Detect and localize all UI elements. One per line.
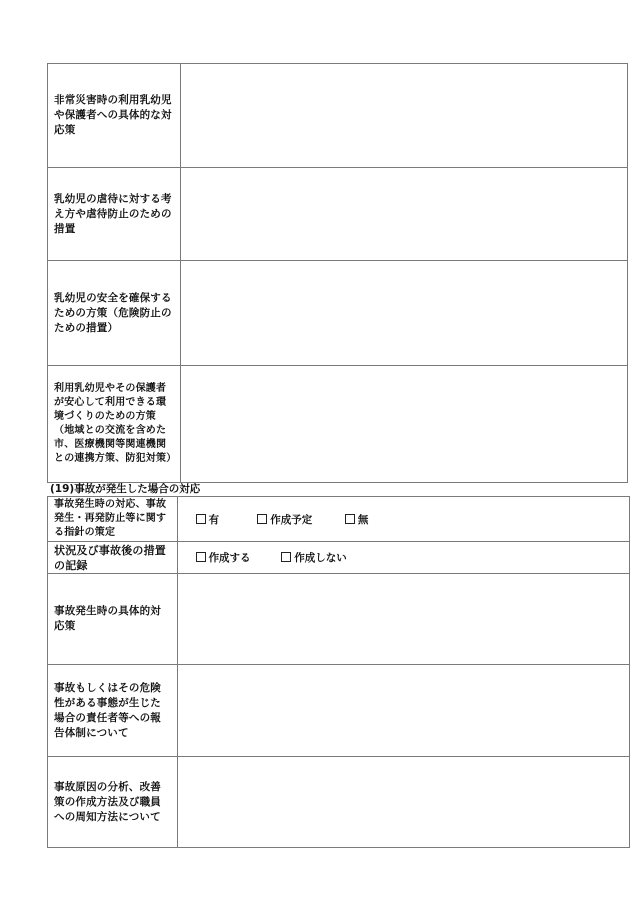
row-label-abuse-prevention: 乳幼児の虐待に対する考え方や虐待防止のための措置 bbox=[48, 168, 181, 261]
table-row bbox=[48, 542, 630, 574]
row-label-safety-measures: 乳幼児の安全を確保するための方策（危険防止のための措置） bbox=[48, 261, 181, 366]
table-row bbox=[48, 261, 628, 366]
reporting-system-field[interactable] bbox=[177, 665, 629, 757]
record-options bbox=[177, 542, 629, 574]
row-label-reporting-system: 事故もしくはその危険性がある事態が生じた場合の責任者等への報告体制について bbox=[48, 665, 178, 757]
cause-analysis-field[interactable] bbox=[177, 757, 629, 848]
option-will-create[interactable]: 作成する bbox=[196, 550, 278, 565]
option-yes[interactable]: 有 bbox=[196, 512, 254, 527]
guideline-options bbox=[177, 497, 629, 542]
checkbox-icon[interactable] bbox=[196, 552, 206, 562]
row-label-cause-analysis: 事故原因の分析、改善策の作成方法及び職員への周知方法について bbox=[48, 757, 178, 848]
table-row bbox=[48, 366, 628, 483]
accident-response-table bbox=[47, 496, 630, 848]
checkbox-icon[interactable] bbox=[257, 514, 267, 524]
option-planned[interactable]: 作成予定 bbox=[257, 512, 341, 527]
safe-environment-text: 利用乳幼児やその保護者が安心して利用できる環境づくりのための方策 （地域との交流を含めた市、医療機関等関連機関との連携方策、防犯対策） bbox=[54, 383, 177, 464]
table-row bbox=[48, 168, 628, 261]
row-label-specific-response: 事故発生時の具体的対応策 bbox=[48, 574, 178, 665]
facility-measures-table bbox=[47, 63, 628, 483]
safety-measures-field[interactable] bbox=[181, 261, 628, 366]
row-label-disaster-response: 非常災害時の利用乳幼児や保護者への具体的な対応策 bbox=[48, 64, 181, 168]
row-label-accident-record: 状況及び事故後の措置の記録 bbox=[48, 542, 178, 574]
safe-environment-field[interactable] bbox=[181, 366, 628, 483]
abuse-prevention-field[interactable] bbox=[181, 168, 628, 261]
disaster-response-field[interactable] bbox=[181, 64, 628, 168]
checkbox-icon[interactable] bbox=[196, 514, 206, 524]
specific-response-field[interactable] bbox=[177, 574, 629, 665]
table-row bbox=[48, 757, 630, 848]
checkbox-icon[interactable] bbox=[281, 552, 291, 562]
row-label-accident-guideline: 事故発生時の対応、事故発生・再発防止等に関する指針の策定 bbox=[48, 497, 178, 542]
table-row bbox=[48, 665, 630, 757]
row-label-safe-environment bbox=[48, 366, 181, 483]
table-row bbox=[48, 497, 630, 542]
option-will-not-create[interactable]: 作成しない bbox=[281, 550, 347, 565]
option-none[interactable]: 無 bbox=[345, 512, 369, 527]
checkbox-icon[interactable] bbox=[345, 514, 355, 524]
table-row bbox=[48, 64, 628, 168]
section-title: (19)事故が発生した場合の対応 bbox=[50, 483, 201, 495]
table-row bbox=[48, 574, 630, 665]
